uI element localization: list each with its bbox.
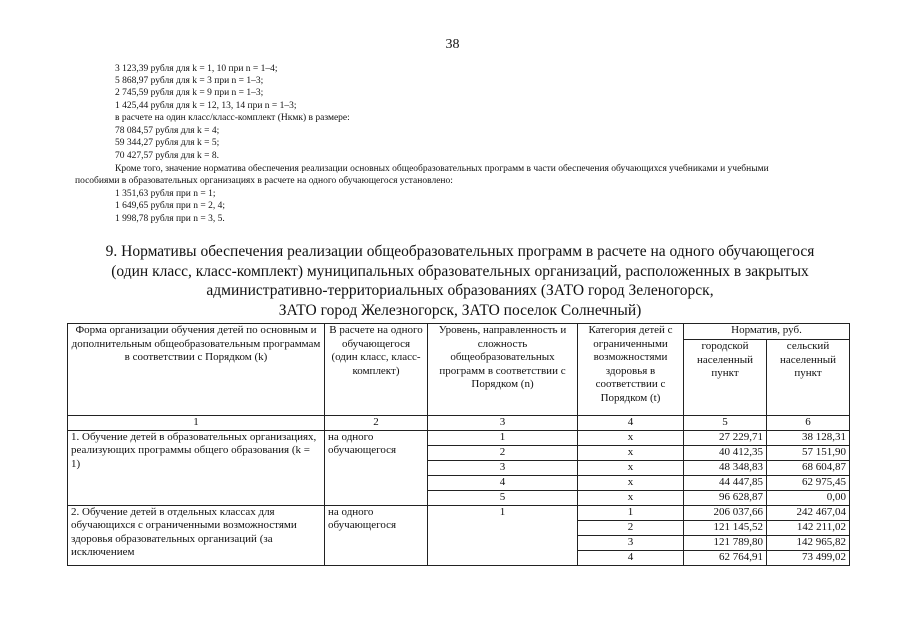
category-cell: 4: [578, 550, 684, 565]
intro-line: 70 427,57 рубля для k = 8.: [115, 151, 220, 161]
level-cell: 3: [428, 460, 578, 475]
heading-line: 9. Нормативы обеспечения реализации общеобразовательных программ в расчете на одного обучающегося: [105, 243, 815, 260]
intro-line: 3 123,39 рубля для k = 1, 10 при n = 1–4;: [115, 64, 278, 74]
category-cell: x: [578, 430, 684, 445]
rural-value: 0,00: [767, 490, 850, 505]
urban-value: 40 412,35: [684, 445, 767, 460]
column-number: 1: [68, 416, 325, 431]
level-cell: 1: [428, 430, 578, 445]
rural-value: 142 965,82: [767, 535, 850, 550]
level-cell: 5: [428, 490, 578, 505]
header-urban: городской населенный пункт: [684, 340, 767, 416]
group1-form: 1. Обучение детей в образовательных организациях, реализующих программы общего образования (k = 1): [68, 430, 325, 505]
table-row: [68, 505, 850, 520]
intro-line: 1 998,78 рубля при n = 3, 5.: [115, 214, 225, 224]
intro-line: 5 868,97 рубля для k = 3 при n = 1–3;: [115, 76, 264, 86]
intro-line: Кроме того, значение норматива обеспечения реализации основных общеобразовательных программ в части обеспечения обучающихся учебниками и учебными: [115, 164, 769, 174]
level-cell: 1: [428, 505, 578, 565]
column-number: 6: [767, 416, 850, 431]
category-cell: 3: [578, 535, 684, 550]
intro-line: 2 745,59 рубля для k = 9 при n = 1–3;: [115, 88, 264, 98]
intro-line: 59 344,27 рубля для k = 5;: [115, 138, 220, 148]
header-rural: сельский населенный пункт: [767, 340, 850, 416]
column-number: 5: [684, 416, 767, 431]
heading-line: (один класс, класс-комплект) муниципальных образовательных организаций, расположенных в закрытых: [111, 262, 809, 280]
category-cell: x: [578, 490, 684, 505]
rural-value: 68 604,87: [767, 460, 850, 475]
group2-per: на одного обучающегося: [325, 505, 428, 565]
rural-value: 73 499,02: [767, 550, 850, 565]
urban-value: 121 145,52: [684, 520, 767, 535]
category-cell: x: [578, 475, 684, 490]
rural-value: 57 151,90: [767, 445, 850, 460]
header-form: Форма организации обучения детей по основным и дополнительным общеобразовательным программам в соответствии с Порядком (k): [68, 324, 325, 416]
category-cell: x: [578, 445, 684, 460]
urban-value: 62 764,91: [684, 550, 767, 565]
rural-value: 142 211,02: [767, 520, 850, 535]
level-cell: 2: [428, 445, 578, 460]
column-number: 3: [428, 416, 578, 431]
intro-line: 1 649,65 рубля при n = 2, 4;: [115, 201, 225, 211]
category-cell: x: [578, 460, 684, 475]
group2-form: 2. Обучение детей в отдельных классах для обучающихся с ограниченными возможностями здоровья образовательных организаций (за исключением: [68, 505, 325, 565]
rural-value: 62 975,45: [767, 475, 850, 490]
category-cell: 1: [578, 505, 684, 520]
intro-line: в расчете на один класс/класс-комплект (Нкмк) в размере:: [115, 113, 350, 123]
intro-line: 1 425,44 рубля для k = 12, 13, 14 при n = 1–3;: [115, 101, 297, 111]
category-cell: 2: [578, 520, 684, 535]
intro-line: 1 351,63 рубля при n = 1;: [115, 189, 216, 199]
rural-value: 38 128,31: [767, 430, 850, 445]
header-per-student: В расчете на одного обучающегося (один класс, класс-комплект): [325, 324, 428, 416]
section-heading: [60, 242, 860, 320]
urban-value: 121 789,80: [684, 535, 767, 550]
header-category: Категория детей с ограниченными возможностями здоровья в соответствии с Порядком (t): [578, 324, 684, 416]
urban-value: 27 229,71: [684, 430, 767, 445]
heading-line: ЗАТО город Железногорск, ЗАТО поселок Солнечный): [278, 301, 642, 319]
urban-value: 96 628,87: [684, 490, 767, 505]
rural-value: 242 467,04: [767, 505, 850, 520]
group1-per: на одного обучающегося: [325, 430, 428, 505]
page-number: 38: [445, 37, 460, 52]
column-number: 4: [578, 416, 684, 431]
header-level: Уровень, направленность и сложность общеобразовательных программ в соответствии с Порядком (n): [428, 324, 578, 416]
urban-value: 206 037,66: [684, 505, 767, 520]
urban-value: 44 447,85: [684, 475, 767, 490]
column-number: 2: [325, 416, 428, 431]
norms-table: [67, 323, 850, 566]
level-cell: 4: [428, 475, 578, 490]
urban-value: 48 348,83: [684, 460, 767, 475]
header-norm: Норматив, руб.: [684, 324, 850, 340]
table-row: [68, 430, 850, 445]
heading-line: административно-территориальных образованиях (ЗАТО город Зеленогорск,: [206, 282, 714, 299]
intro-line: пособиями в образовательных организациях в расчете на одного обучающегося установлено:: [75, 176, 453, 186]
intro-line: 78 084,57 рубля для k = 4;: [115, 126, 220, 136]
